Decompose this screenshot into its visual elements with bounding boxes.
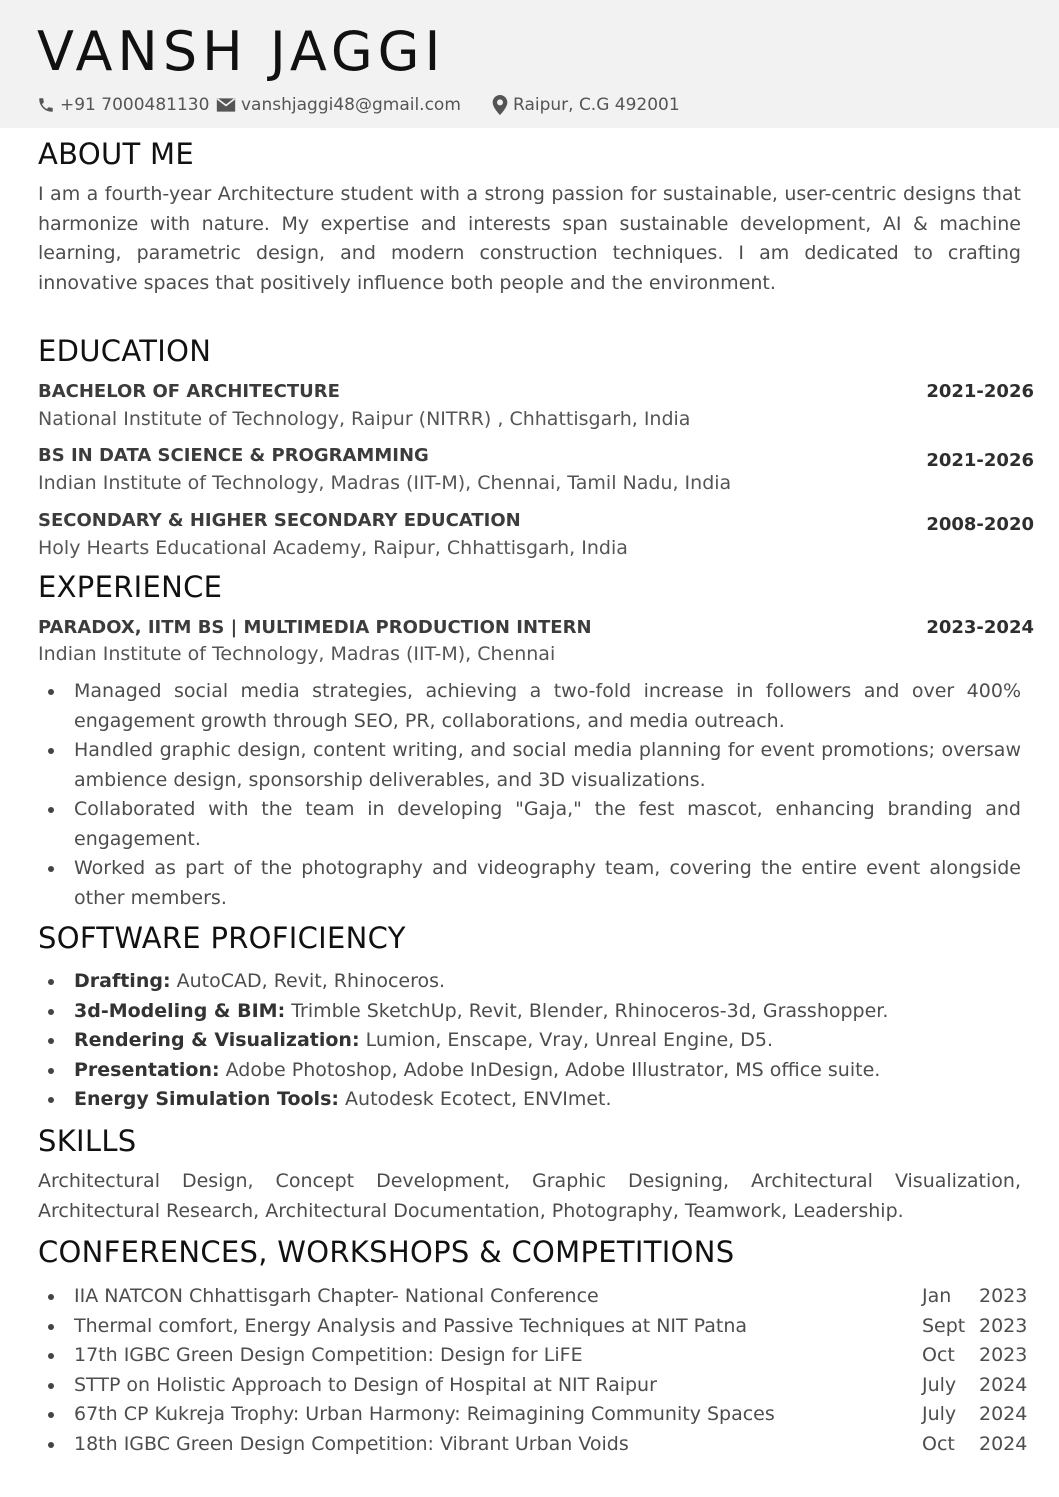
list-item: 18th IGBC Green Design Competition: Vibrant Urban Voids: [38, 1430, 918, 1460]
conference-month: Jan: [922, 1285, 952, 1307]
conference-year: 2024: [979, 1432, 1028, 1455]
candidate-name: VANSH JAGGI: [37, 20, 446, 83]
location-contact: [492, 92, 680, 118]
education-institution: Indian Institute of Technology, Madras (IIT-M), Chennai, Tamil Nadu, India: [38, 472, 732, 494]
conference-date: [922, 1430, 1028, 1460]
education-dates: 2021-2026: [926, 381, 1034, 402]
phone-contact[interactable]: [37, 92, 209, 118]
experience-role: PARADOX, IITM BS | MULTIMEDIA PRODUCTION INTERN: [38, 617, 592, 638]
email-contact[interactable]: [216, 92, 461, 118]
education-degree: BACHELOR OF ARCHITECTURE: [38, 381, 340, 402]
email-icon: [216, 97, 236, 113]
list-item: STTP on Holistic Approach to Design of Hospital at NIT Raipur: [38, 1371, 918, 1401]
conference-month: July: [922, 1373, 957, 1396]
conference-year: 2024: [979, 1403, 1028, 1425]
software-heading: SOFTWARE PROFICIENCY: [38, 921, 406, 955]
phone-text: +91 7000481130: [60, 95, 210, 115]
education-institution: National Institute of Technology, Raipur (NITRR) , Chhattisgarh, India: [38, 408, 691, 430]
conference-year: 2024: [979, 1373, 1028, 1396]
experience-dates: 2023-2024: [926, 617, 1034, 638]
list-item: 67th CP Kukreja Trophy: Urban Harmony: Reimagining Community Spaces: [38, 1400, 918, 1430]
map-pin-icon: [492, 95, 508, 115]
about-heading: ABOUT ME: [38, 137, 194, 171]
conference-date: [922, 1312, 1028, 1342]
conference-date: [922, 1282, 1028, 1312]
email-text: vanshjaggi48@gmail.com: [241, 95, 461, 115]
experience-organization: Indian Institute of Technology, Madras (IIT-M), Chennai: [38, 643, 556, 665]
software-tools: Lumion, Enscape, Vray, Unreal Engine, D5.: [359, 1029, 774, 1051]
education-degree: SECONDARY & HIGHER SECONDARY EDUCATION: [38, 510, 521, 531]
software-category: Drafting:: [74, 970, 171, 992]
software-tools: Adobe Photoshop, Adobe InDesign, Adobe Illustrator, MS office suite.: [219, 1058, 881, 1081]
conference-year: 2023: [979, 1285, 1028, 1307]
software-category: Energy Simulation Tools:: [74, 1088, 339, 1110]
list-item: IIA NATCON Chhattisgarh Chapter- National Conference: [38, 1282, 918, 1312]
experience-heading: EXPERIENCE: [38, 570, 223, 604]
conference-month: Sept: [922, 1314, 966, 1337]
about-text: I am a fourth-year Architecture student with a strong passion for sustainable, user-centric designs that harmonize with nature. My expertise and interests span sustainable development, AI & machine learning, parametric design, and modern construction techniques. I am dedicated to crafting innovative spaces that positively influence both people and the environment.: [38, 183, 1021, 294]
list-item: [38, 967, 1021, 997]
conference-year: 2023: [979, 1314, 1028, 1337]
software-tools: Autodesk Ecotect, ENVImet.: [338, 1088, 612, 1110]
conference-date: [922, 1400, 1028, 1430]
conference-date: [922, 1371, 1028, 1401]
conference-year: 2023: [979, 1344, 1028, 1366]
conference-month: Oct: [922, 1432, 955, 1455]
education-dates: 2021-2026: [926, 450, 1034, 471]
education-institution: Holy Hearts Educational Academy, Raipur, Chhattisgarh, India: [38, 537, 628, 559]
conference-date: [922, 1341, 1028, 1371]
skills-heading: SKILLS: [38, 1124, 137, 1158]
conferences-heading: CONFERENCES, WORKSHOPS & COMPETITIONS: [38, 1235, 735, 1269]
education-dates: 2008-2020: [926, 514, 1034, 535]
list-item: [38, 997, 1021, 1027]
list-item: [38, 1085, 1021, 1115]
list-item: Collaborated with the team in developing "Gaja," the fest mascot, enhancing branding and engagement.: [38, 795, 1021, 854]
software-category: 3d-Modeling & BIM:: [74, 999, 286, 1022]
list-item: Managed social media strategies, achieving a two-fold increase in followers and over 400% engagement growth through SEO, PR, collaborations, and media outreach.: [38, 677, 1021, 736]
list-item: 17th IGBC Green Design Competition: Design for LiFE: [38, 1341, 918, 1371]
list-item: Handled graphic design, content writing, and social media planning for event promotions; oversaw ambience design, sponsorship deliverables, and 3D visualizations.: [38, 736, 1021, 795]
software-category: Rendering & Visualization:: [74, 1029, 360, 1051]
software-list: [38, 967, 1021, 1115]
software-tools: AutoCAD, Revit, Rhinoceros.: [170, 970, 446, 992]
education-heading: EDUCATION: [38, 334, 212, 368]
list-item: Worked as part of the photography and videography team, covering the entire event alongside other members.: [38, 854, 1021, 913]
phone-icon: [37, 96, 55, 114]
list-item: [38, 1056, 1021, 1086]
conference-month: Oct: [922, 1344, 955, 1366]
conference-month: July: [922, 1403, 957, 1425]
list-item: [38, 1026, 1021, 1056]
skills-text: Architectural Design, Concept Development, Graphic Designing, Architectural Visualization, Architectural Research, Architectural Documentation, Photography, Teamwork, Leadership.: [38, 1170, 1021, 1222]
list-item: Thermal comfort, Energy Analysis and Passive Techniques at NIT Patna: [38, 1312, 918, 1342]
conferences-list: [38, 1282, 918, 1459]
experience-bullets: [38, 677, 1021, 913]
location-text: Raipur, C.G 492001: [513, 95, 680, 115]
software-tools: Trimble SketchUp, Revit, Blender, Rhinoceros-3d, Grasshopper.: [285, 999, 889, 1022]
software-category: Presentation:: [74, 1058, 220, 1081]
education-degree: BS IN DATA SCIENCE & PROGRAMMING: [38, 445, 429, 466]
